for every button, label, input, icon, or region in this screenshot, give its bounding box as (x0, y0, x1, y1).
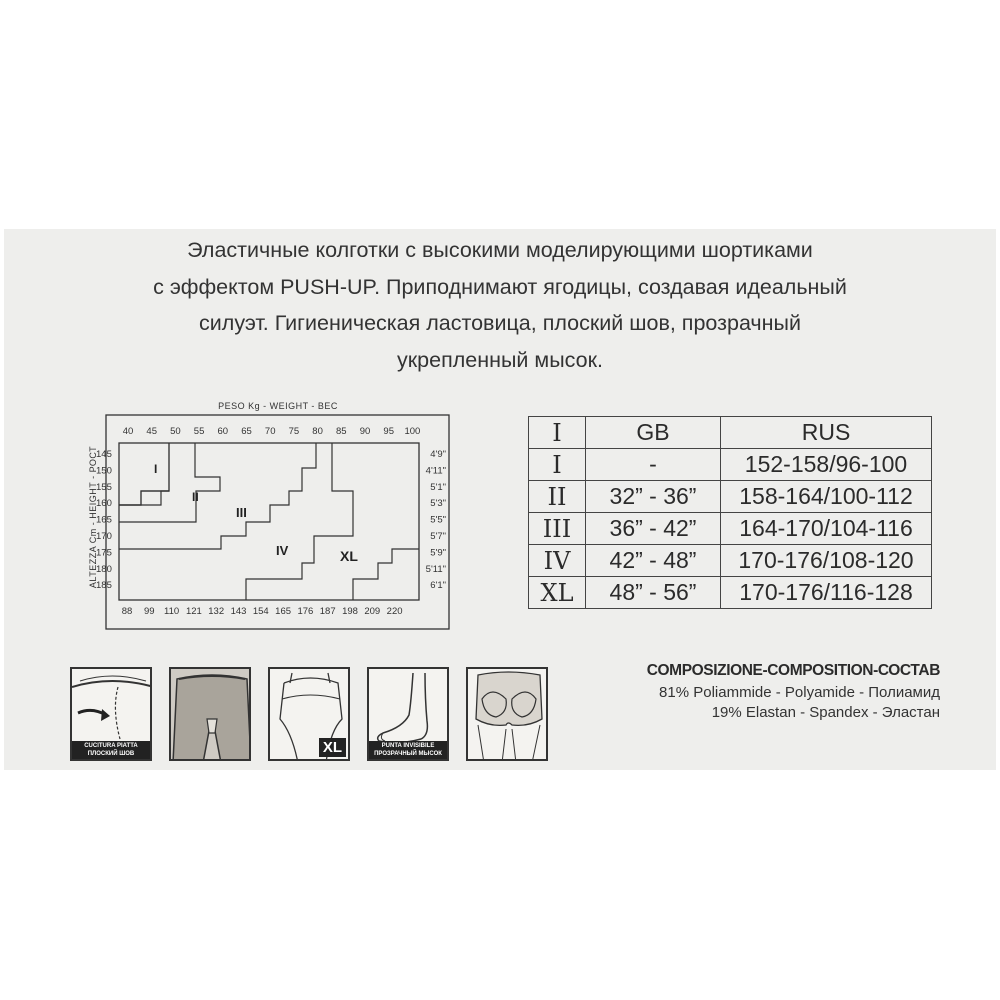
size-cell: I (529, 449, 586, 481)
gusset-icon (169, 667, 251, 761)
weight-lb-tick-label: 121 (185, 606, 202, 617)
weight-lb-tick-label: 88 (121, 606, 133, 617)
composition-line: 19% Elastan - Spandex - Эластан (711, 704, 940, 721)
weight-kg-tick-label: 85 (336, 426, 347, 437)
gb-cell: 48” - 56” (586, 577, 721, 609)
height-ft-tick-label: 5'1" (430, 481, 446, 493)
table-row (529, 577, 932, 609)
weight-kg-tick-label: 50 (170, 426, 181, 437)
size-zone-label: III (236, 505, 247, 520)
weight-kg-tick-label: 95 (383, 426, 394, 437)
height-ft-tick-label: 5'3" (430, 498, 446, 510)
header-gb-cell: GB (586, 417, 721, 449)
height-cm-tick-label: 170 (96, 531, 112, 542)
table-row (529, 545, 932, 577)
size-cell: XL (529, 577, 586, 609)
table-row (529, 513, 932, 545)
height-ft-tick-label: 5'5" (430, 514, 446, 526)
height-cm-tick-label: 150 (96, 465, 112, 477)
toe-caption (369, 741, 447, 759)
invisible-toe-icon (367, 667, 449, 761)
height-cm-tick-label: 180 (96, 563, 112, 575)
weight-kg-tick-label: 65 (241, 426, 252, 437)
size-conversion-table (528, 416, 932, 609)
weight-lb-tick-label: 143 (230, 606, 247, 617)
rus-cell: 170-176/116-128 (721, 577, 932, 609)
height-ft-tick-label: 5'11" (425, 563, 446, 575)
height-cm-tick-label: 175 (96, 547, 112, 559)
weight-kg-tick-label: 75 (288, 426, 300, 437)
description-line: с эффектом PUSH-UP. Приподнимают ягодицы, создавая идеальный (153, 274, 847, 299)
rus-cell: 158-164/100-112 (721, 481, 932, 513)
size-zone-label: II (192, 490, 199, 504)
description-line: укрепленный мысок. (397, 347, 603, 372)
weight-lb-tick-label: 110 (164, 606, 180, 617)
rus-cell: 170-176/108-120 (721, 545, 932, 577)
size-cell: III (529, 513, 586, 545)
weight-kg-tick-label: 100 (404, 426, 421, 437)
description-line: силуэт. Гигиеническая ластовица, плоский шов, прозрачный (199, 311, 801, 335)
height-cm-tick-label: 185 (96, 580, 112, 592)
header-size-cell: I (529, 417, 586, 449)
size-zone-label: XL (340, 548, 358, 564)
weight-kg-tick-label: 45 (146, 426, 157, 437)
height-ft-ticks (426, 449, 446, 591)
flat-seam-caption-line: CUCITURA PIATTA (84, 743, 138, 749)
gb-cell: 32” - 36” (586, 481, 721, 513)
size-zone-label: IV (276, 543, 289, 558)
table-row (529, 481, 932, 513)
weight-lb-tick-label: 132 (208, 606, 225, 617)
zone-boundary-III (119, 443, 316, 549)
height-ft-tick-label: 6'1" (430, 580, 446, 592)
weight-lb-tick-label: 198 (342, 606, 358, 617)
xl-size-icon (268, 667, 350, 761)
table-row (529, 449, 932, 481)
flat-seam-icon (70, 667, 152, 761)
toe-caption-line: ПРОЗРАЧНЫЙ МЫСОК (374, 751, 442, 757)
description-line: Эластичные колготки с высокими моделирующими шортиками (187, 238, 813, 262)
xl-badge: XL (319, 738, 346, 757)
weight-kg-tick-label: 55 (193, 426, 205, 437)
weight-kg-ticks (123, 426, 421, 437)
weight-lb-tick-label: 165 (275, 606, 292, 617)
height-axis-label: ALTEZZA Cm - HEIGHT - РОСТ (88, 445, 98, 589)
height-ft-tick-label: 4'9" (430, 449, 446, 460)
weight-lb-tick-label: 187 (319, 606, 336, 617)
gusset-illustration (171, 669, 251, 761)
weight-lb-tick-label: 220 (386, 606, 403, 617)
gb-cell: 36” - 42” (586, 513, 721, 545)
height-cm-tick-label: 145 (96, 449, 112, 460)
gb-cell: - (586, 449, 721, 481)
height-cm-tick-label: 160 (96, 498, 112, 510)
weight-kg-tick-label: 40 (122, 426, 134, 437)
height-cm-tick-label: 155 (96, 481, 112, 493)
composition-title: COMPOSIZIONE-COMPOSITION-СОСТАВ (646, 662, 940, 679)
push-up-shorts-icon (466, 667, 548, 761)
weight-lb-tick-label: 209 (364, 606, 381, 617)
header-rus-cell: RUS (721, 417, 932, 449)
gb-cell: 42” - 48” (586, 545, 721, 577)
weight-lb-ticks (122, 606, 403, 617)
flat-seam-caption-line: ПЛОСКИЙ ШОВ (87, 751, 135, 757)
height-ft-tick-label: 5'7" (430, 531, 446, 542)
composition-line: 81% Poliammide - Polyamide - Полиамид (659, 684, 940, 701)
weight-kg-tick-label: 70 (264, 426, 276, 437)
weight-kg-tick-label: 90 (359, 426, 371, 437)
size-zone-boundaries (119, 443, 419, 600)
zone-boundary-XL (353, 549, 419, 600)
height-ft-tick-label: 5'9" (430, 547, 446, 559)
weight-lb-tick-label: 176 (297, 606, 314, 617)
product-description (100, 232, 900, 378)
rus-cell: 152-158/96-100 (721, 449, 932, 481)
height-cm-ticks (96, 449, 112, 591)
size-chart-graphic (88, 395, 450, 640)
weight-kg-tick-label: 60 (217, 426, 229, 437)
weight-lb-tick-label: 154 (252, 606, 269, 617)
weight-axis-label: PESO Kg - WEIGHT - ВЕС (218, 401, 338, 411)
height-cm-tick-label: 165 (96, 514, 112, 526)
table-header-row (529, 417, 932, 449)
composition-block (560, 659, 940, 723)
size-cell: IV (529, 545, 586, 577)
toe-caption-line: PUNTA INVISIBILE (381, 743, 435, 749)
feature-icons (70, 667, 550, 763)
weight-kg-tick-label: 80 (312, 426, 323, 437)
weight-lb-tick-label: 99 (144, 606, 155, 617)
rus-cell: 164-170/104-116 (721, 513, 932, 545)
size-chart (88, 395, 450, 640)
zone-boundary-I-step (119, 491, 169, 505)
push-up-illustration (468, 669, 548, 761)
flat-seam-caption (72, 741, 150, 759)
size-zone-label: I (154, 462, 158, 476)
size-cell: II (529, 481, 586, 513)
height-ft-tick-label: 4'11" (425, 465, 446, 477)
